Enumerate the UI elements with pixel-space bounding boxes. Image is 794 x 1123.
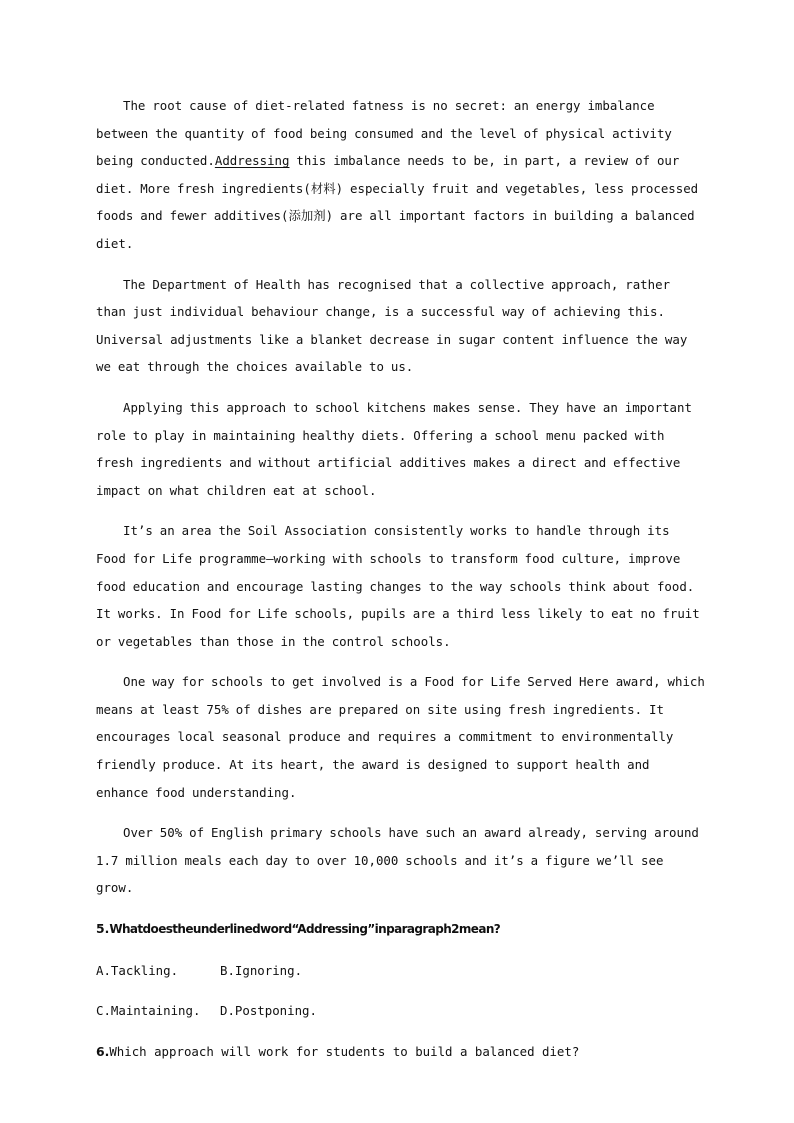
question-5 <box>96 915 706 944</box>
option-c[interactable]: C.Maintaining. <box>96 1003 201 1019</box>
paragraph-1-text-after: this imbalance needs to be, in part, a review of our diet. More fresh ingredients(材料) especially fruit and vegetables, less processed foods and fewer additives(添加剂) are all important factors in building a balanced diet. <box>96 153 699 251</box>
question-6 <box>96 1038 706 1066</box>
question-6-number: 6. <box>96 1043 110 1059</box>
paragraph-1 <box>96 92 706 258</box>
underlined-word-addressing: Addressing <box>214 153 290 169</box>
question-5-number: 5. <box>96 921 110 937</box>
option-a[interactable]: A.Tackling. <box>96 962 179 978</box>
question-6-text: Which approach will work for students to build a balanced diet? <box>109 1043 580 1059</box>
question-5-text: Whatdoestheunderlinedword“Addressing”inparagraph2mean? <box>109 922 501 937</box>
paragraph-2: The Department of Health has recognised that a collective approach, rather than just individual behaviour change, is a successful way of achieving this. Universal adjustments like a blanket decrease in sugar content influence the way we eat through the choices available to us. <box>96 276 688 375</box>
paragraph-3: Applying this approach to school kitchens makes sense. They have an important role to play in maintaining healthy diets. Offering a school menu packed with fresh ingredients and without artificial additives makes a direct and effective impact on what children eat at school. <box>96 399 692 498</box>
document-page <box>96 92 706 1078</box>
paragraph-6: Over 50% of English primary schools have such an award already, serving around 1.7 million meals each day to over 10,000 schools and it’s a figure we’ll see grow. <box>96 825 699 896</box>
option-b[interactable]: B.Ignoring. <box>220 962 303 978</box>
question-5-options-row-2 <box>96 997 706 1025</box>
paragraph-5: One way for schools to get involved is a Food for Life Served Here award, which means at least 75% of dishes are prepared on site using fresh ingredients. It encourages local seasonal produce and requires a commitment to environmentally friendly produce. At its heart, the award is designed to support health and enhance food understanding. <box>96 674 705 800</box>
paragraph-1-text-before: The root cause of diet-related fatness is no secret: an energy imbalance between the quantity of food being consumed and the level of physical activity being conducted. <box>96 98 672 169</box>
question-5-options-row-1 <box>96 957 706 985</box>
paragraph-4: It’s an area the Soil Association consistently works to handle through its Food for Life programme—working with schools to transform food culture, improve food education and encourage lasting changes to the way schools think about food. It works. In Food for Life schools, pupils are a third less likely to eat no fruit or vegetables than those in the control schools. <box>96 523 700 649</box>
option-d[interactable]: D.Postponing. <box>220 1003 317 1019</box>
